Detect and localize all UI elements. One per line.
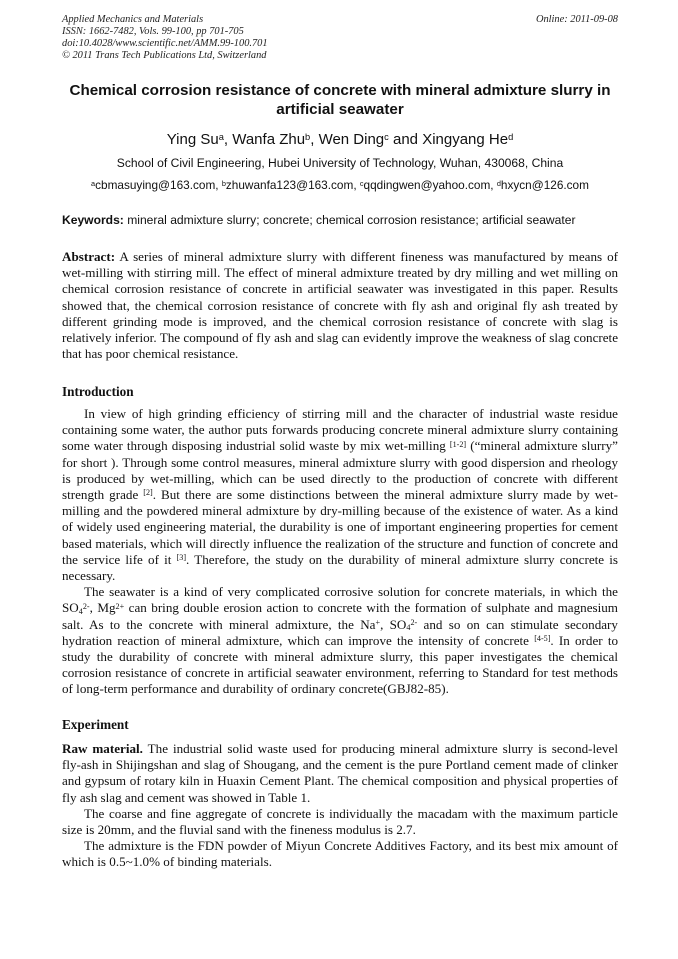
author-list: Ying Su$^a$, Wanfa Zhu$^b$, Wen Ding$^c$ and Xingyang He$^d$ (166, 131, 514, 148)
copyright-line: © 2011 Trans Tech Publications Ltd, Switzerland (62, 50, 267, 61)
citation: [4-5] (534, 634, 551, 644)
author-name: Wen Ding (318, 131, 385, 148)
citation: [1-2] (449, 439, 467, 449)
abstract (62, 249, 618, 362)
doi-line: doi:10.4028/www.scientific.net/AMM.99-100.701 (62, 38, 268, 49)
author-name: Ying Su (166, 131, 219, 148)
email-address: zhuwanfa123@163.com (225, 178, 354, 192)
paragraph: The seawater is a kind of very complicated corrosive solution for concrete materials, in which the $SO_4^{2-}$, $Mg^{2+}$ can bring double erosion action to concrete with the formation of sulphate and magnesium salt. As to the concrete with mineral admixture, the Na+, $SO_4^{2-}$ and so on can stimulate secondary hydration reaction of mineral admixture, which can improve the intensity of concrete [4-5]. In order to study the durability of concrete with mineral admixture slurry, this paper investigates the chemical corrosion resistance of concrete in artificial seawater environment, referring to Standard for test methods of long-term performance and durability of ordinary concrete(GBJ82-85). (62, 584, 619, 697)
email-marker: d (496, 178, 501, 188)
introduction-body (62, 406, 618, 698)
paragraph: In view of high grinding efficiency of stirring mill and the character of industrial waste residue containing some water, the author puts forwards producing concrete mineral admixture slurry containing some water through disposing industrial solid waste by mix wet-milling [1-2] (“mineral admixture slurry” for short ). Through some control measures, mineral admixture slurry with good dispersion and rheology is produced by wet-milling, which can be used directly to the production of concrete with different strength grade [2]. But there are some distinctions between the mineral admixture slurry made by wet-milling and the powdered mineral admixture by dry-milling because of the existence of water. As a kind of widely used engineering material, the durability is one of important engineering properties for cement based materials, which will directly influence the realization of the structure and function of concrete and the service life of it [3]. Therefore, the study on the durability of mineral admixture slurry concrete is necessary. (62, 406, 619, 584)
journal-name: Applied Mechanics and Materials (62, 14, 204, 25)
online-date: Online: 2011-09-08 (535, 14, 618, 25)
paragraph: The coarse and fine aggregate of concrete is individually the macadam with the maximum particle size is 20mm, and the fluvial sand with the fineness modulus is 2.7. (62, 805, 618, 838)
keywords-text: mineral admixture slurry; concrete; chemical corrosion resistance; artificial seawater (123, 213, 576, 227)
raw-material-label: Raw material. (62, 741, 143, 756)
section-heading-introduction: Introduction (62, 384, 134, 399)
author-name: Xingyang He (422, 131, 509, 148)
experiment-body (62, 741, 618, 871)
keywords-label: Keywords: (62, 213, 124, 227)
email-address: hxycn@126.com (500, 178, 589, 192)
section-heading-experiment: Experiment (62, 717, 129, 732)
email-marker: b (221, 178, 226, 188)
email-list: $^a$cbmasuying@163.com, $^b$zhuwanfa123@163.com, $^c$qqdingwen@yahoo.com, $^d$hxycn@126.com (91, 178, 589, 192)
paragraph: The admixture is the FDN powder of Miyun Concrete Additives Factory, and its best mix amount of which is 0.5~1.0% of binding materials. (62, 838, 618, 870)
issn-line: ISSN: 1662-7482, Vols. 99-100, pp 701-705 (62, 26, 244, 37)
abstract-text: A series of mineral admixture slurry with different fineness was manufactured by means of wet-milling with stirring mill. The effect of mineral admixture treated by dry milling and wet milling on chemical corrosion resistance of concrete in artificial seawater was investigated in this paper. Results showed that, the chemical corrosion resistance of concrete with fly ash and original fly ash treated by different grinding mode is improved, and the chemical corrosion resistance of concrete with slag is relatively inferior. The compound of fly ash and slag can evidently improve the weakness of slag concrete that has poor chemical resistance. (62, 249, 618, 362)
paragraph: Raw material. The industrial solid waste used for producing mineral admixture slurry is second-level fly-ash in Shijingshan and slag of Shougang, and the cement is the pure Portland cement made of clinker and gypsum of rotary kiln in Huaxin Cement Plant. The chemical composition and physical properties of fly ash slag and cement was showed in Table 1. (62, 741, 618, 805)
email-marker: a (91, 178, 96, 188)
citation: [3] (176, 553, 187, 563)
keywords (62, 213, 618, 228)
email-address: cbmasuying@163.com (95, 178, 216, 192)
journal-header (62, 14, 618, 62)
author-marker: b (305, 131, 311, 142)
author-name: Wanfa Zhu (232, 131, 306, 148)
email-address: qqdingwen@yahoo.com (363, 178, 491, 192)
author-marker: a (218, 131, 224, 142)
author-marker: d (508, 131, 514, 142)
citation: [2] (143, 488, 153, 498)
author-marker: c (384, 131, 389, 142)
paper-title: Chemical corrosion resistance of concrete with mineral admixture slurry in artificial seawater (69, 82, 611, 118)
email-marker: c (359, 178, 364, 188)
affiliation: School of Civil Engineering, Hubei University of Technology, Wuhan, 430068, China (116, 156, 564, 170)
abstract-label: Abstract: (62, 249, 116, 264)
